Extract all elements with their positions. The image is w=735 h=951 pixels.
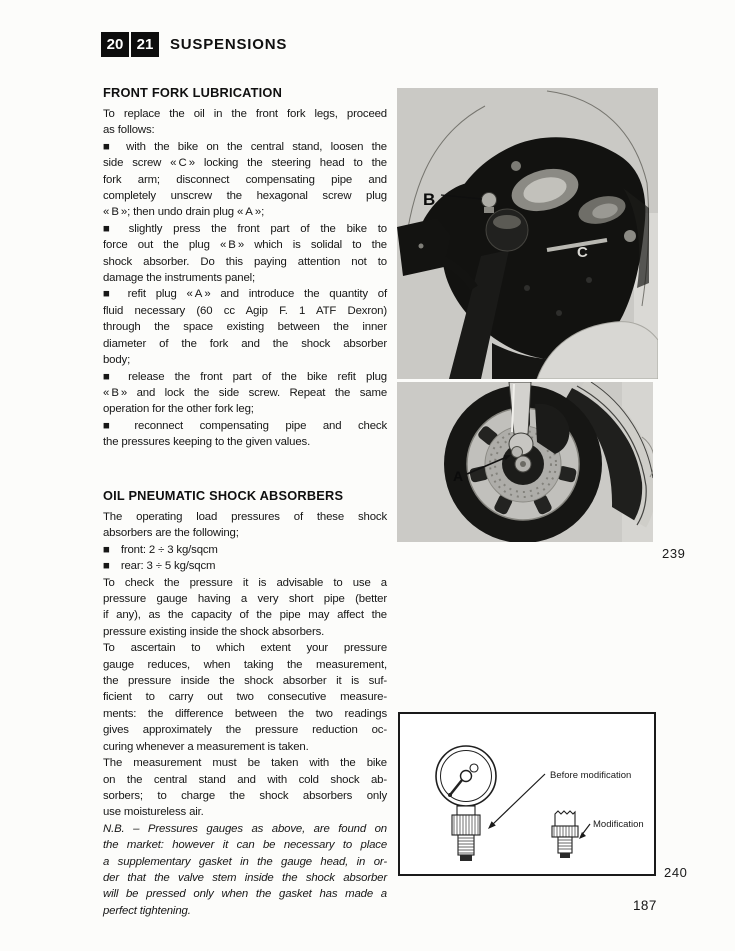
bullet-loosen-side-screw	[103, 139, 387, 221]
front-wheel-photo	[397, 382, 653, 547]
text-line: a supplementary gasket in the gauge head, in or-	[103, 855, 387, 868]
label-a: A	[453, 468, 464, 484]
bullet-refit-plug	[103, 286, 387, 368]
text-line: To ascertain to which extent your pressure	[103, 642, 387, 655]
text-line: pressure existing inside the shock absorbers.	[103, 625, 325, 638]
text-line: « B » and lock the side screw. Repeat the same	[103, 386, 387, 399]
text-line: ments: the difference between the two readings	[103, 707, 387, 720]
text-line: body;	[103, 354, 131, 367]
fairing-photo-image	[397, 88, 658, 379]
text-line: ■ release the front part of the bike refit plug	[103, 370, 387, 383]
label-b: B	[423, 190, 436, 209]
text-line: side screw « C » locking the steering head to the	[103, 157, 387, 170]
text-line: ■ slightly press the front part of the bike to	[103, 222, 387, 235]
text-line: curing whenever a measurement is taken.	[103, 740, 309, 753]
text-line: N.B. – Pressures gauges as above, are found on	[103, 822, 387, 835]
text-line: the pressure inside the shock absorber it is suf-	[103, 675, 387, 688]
text-line: operation for the other fork leg;	[103, 403, 254, 416]
page-number: 187	[633, 898, 657, 913]
text-line: ■ with the bike on the central stand, loosen the	[103, 140, 387, 153]
section-front-fork-lubrication	[103, 85, 387, 451]
text-line: the market: however it can be necessary to place	[103, 839, 387, 852]
text-line: through the space existing between the inner	[103, 321, 387, 334]
bullet-reconnect-pipe	[103, 418, 387, 451]
modification-label: Modification	[593, 819, 644, 830]
text-line: perfect tightening.	[103, 904, 191, 917]
before-modification-arrow	[492, 774, 545, 825]
section-heading-front-fork: FRONT FORK LUBRICATION	[103, 85, 283, 100]
text-line: ■ refit plug « A » and introduce the quantity of	[103, 288, 387, 301]
text-line: The measurement must be taken with the bike	[103, 757, 387, 770]
text-line: damage the instruments panel;	[103, 272, 256, 285]
chapter-badge-20: 20	[101, 32, 129, 57]
text-line: gauge reduces, when taking the measurement,	[103, 658, 387, 671]
pressure-gauge-diagram	[398, 712, 656, 876]
text-line: pressure gauge having a very short pipe (better	[103, 593, 387, 606]
text-line: use moistureless air.	[103, 806, 204, 819]
before-modification-label: Before modification	[550, 770, 632, 781]
pressure-gauge-diagram-image	[400, 714, 654, 874]
text-line: gives approximately the pressure reduction oc-	[103, 724, 387, 737]
text-line: ■ rear: 3 ÷ 5 kg/sqcm	[103, 560, 216, 573]
text-line: completely unscrew the hexagonal screw plug	[103, 190, 387, 203]
front-wheel-photo-image	[397, 382, 653, 542]
text-line: sorbers; to charge the shock absorbers only	[103, 789, 387, 802]
section-oil-pneumatic-shock-absorbers	[103, 488, 387, 919]
section-heading-shock-absorbers: OIL PNEUMATIC SHOCK ABSORBERS	[103, 488, 344, 503]
text-line: der that the valve stem inside the shock absorber	[103, 871, 387, 884]
note-nb	[103, 821, 387, 919]
paragraph-ascertain	[103, 640, 387, 755]
screw-plug-b	[482, 193, 497, 208]
text-line: on the central stand and with cold shock ab-	[103, 773, 387, 786]
label-c: C	[577, 244, 588, 261]
page-title: SUSPENSIONS	[170, 36, 288, 53]
paragraph-measurement	[103, 755, 387, 821]
paragraph-intro	[103, 106, 387, 139]
fairing-photo	[397, 88, 658, 384]
modified-fitting-stem	[558, 837, 572, 853]
text-line: as follows:	[103, 124, 155, 137]
text-line: will be pressed only when the gasket has made a	[103, 888, 387, 901]
text-line: force out the plug « B » which is solidal to the	[103, 239, 387, 252]
text-line: ■ front: 2 ÷ 3 kg/sqcm	[103, 543, 218, 556]
text-line: if any), as the capacity of the pipe may affect the	[103, 609, 387, 622]
text-line: « B »; then undo drain plug « A »;	[103, 206, 265, 219]
paragraph-check-pressure	[103, 575, 387, 641]
text-line: diameter of the fork and the shock absorber	[103, 337, 387, 350]
figure-number-240: 240	[664, 865, 688, 880]
paragraph-load-pressures	[103, 509, 387, 542]
chapter-badge-21: 21	[131, 32, 159, 57]
text-line: absorbers are the following;	[103, 527, 239, 540]
text-line: fork arm; disconnect compensating pipe and	[103, 173, 387, 186]
bullet-front-pressure	[103, 542, 387, 558]
bullet-release-front	[103, 369, 387, 418]
bullet-rear-pressure	[103, 558, 387, 574]
text-line: the pressures keeping to the given values.	[103, 436, 311, 449]
figure-number-239: 239	[662, 546, 686, 561]
text-line: shock absorber. Do this paying attention not to	[103, 255, 387, 268]
text-line: To replace the oil in the front fork legs, proceed	[103, 108, 387, 120]
modified-fitting-top	[555, 811, 575, 826]
text-line: ■ reconnect compensating pipe and check	[103, 419, 387, 432]
bullet-press-front	[103, 221, 387, 287]
text-line: fluid necessary (60 cc Agip F. 1 ATF Dexron)	[103, 304, 387, 317]
text-line: ficient to carry out two consecutive measure-	[103, 691, 387, 704]
drain-plug-a	[512, 447, 523, 458]
text-line: The operating load pressures of these shock	[103, 511, 387, 523]
text-line: To check the pressure it is advisable to use a	[103, 576, 387, 589]
